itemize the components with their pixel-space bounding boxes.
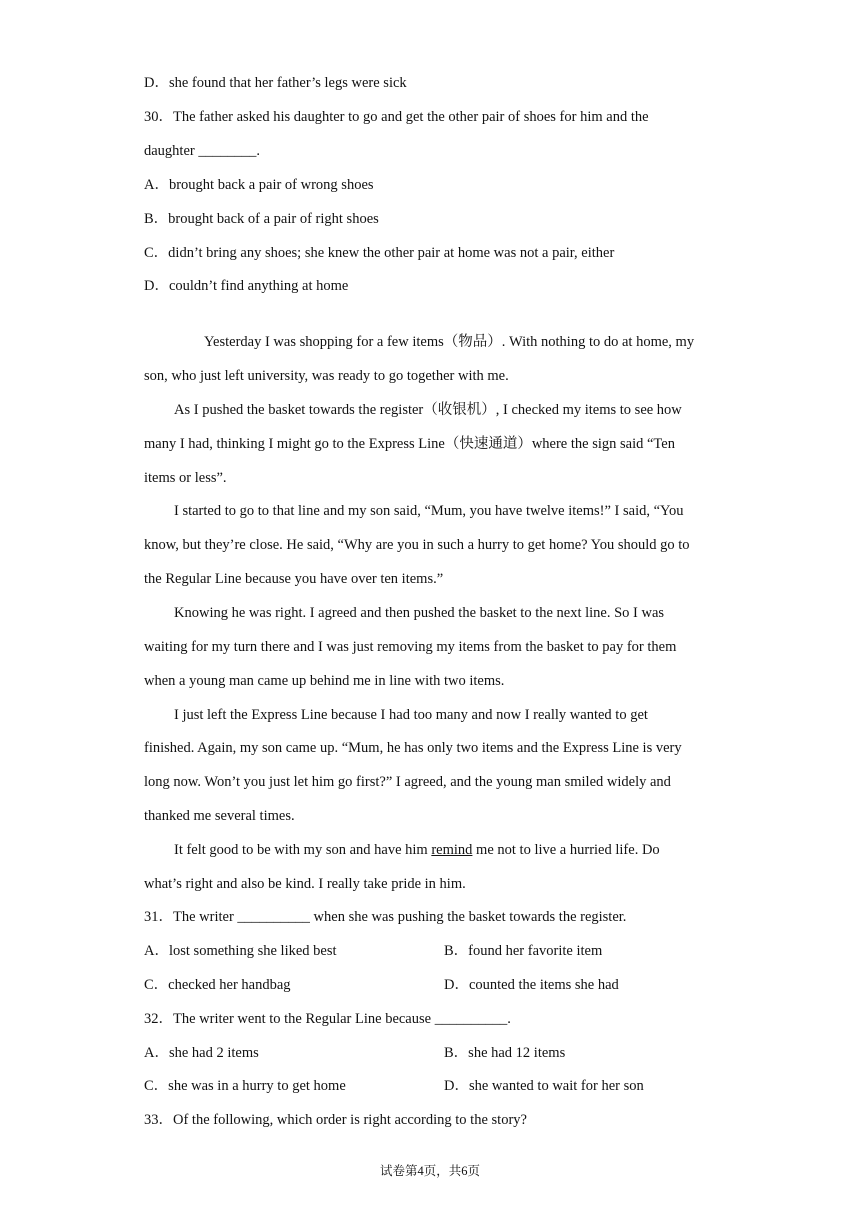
passage-line: know, but they’re close. He said, “Why are you in such a hurry to get home? You should go to xyxy=(144,537,690,553)
passage-line: son, who just left university, was ready to go together with me. xyxy=(144,368,509,384)
q31-option-c: C．checked her handbag xyxy=(144,977,291,993)
q32-option-c: C．she was in a hurry to get home xyxy=(144,1078,346,1094)
passage-line: long now. Won’t you just let him go first?” I agreed, and the young man smiled widely and xyxy=(144,774,671,790)
passage-line: when a young man came up behind me in line with two items. xyxy=(144,673,505,689)
passage-text: It felt good to be with my son and have him xyxy=(174,842,432,858)
q31-stem: 31．The writer __________ when she was pushing the basket towards the register. xyxy=(144,909,627,925)
q32-option-b: B．she had 12 items xyxy=(444,1045,566,1061)
page-footer: 试卷第4页，共6页 xyxy=(379,1164,480,1178)
passage-line: the Regular Line because you have over ten items.” xyxy=(144,571,444,587)
passage-line: items or less”. xyxy=(144,470,227,486)
q30-stem-line2: daughter ________. xyxy=(144,143,260,159)
passage-text: me not to live a hurried life. Do xyxy=(472,842,660,858)
q30-option-d: D．couldn’t find anything at home xyxy=(144,278,349,294)
q30-stem-line1: 30．The father asked his daughter to go and get the other pair of shoes for him and the xyxy=(144,109,649,125)
q32-option-d: D．she wanted to wait for her son xyxy=(444,1078,644,1094)
q33-stem: 33．Of the following, which order is right according to the story? xyxy=(144,1112,527,1128)
passage-line: Knowing he was right. I agreed and then pushed the basket to the next line. So I was xyxy=(174,605,665,621)
passage-line: thanked me several times. xyxy=(144,808,295,824)
q31-option-d: D．counted the items she had xyxy=(444,977,619,993)
underlined-word: remind xyxy=(431,842,473,858)
q30-option-c: C．didn’t bring any shoes; she knew the other pair at home was not a pair, either xyxy=(144,245,615,261)
q31-option-b: B．found her favorite item xyxy=(444,943,603,959)
q31-option-a: A．lost something she liked best xyxy=(144,943,337,959)
q32-option-a: A．she had 2 items xyxy=(144,1045,259,1061)
passage-line: Yesterday I was shopping for a few items（物品）. With nothing to do at home, my xyxy=(204,334,695,350)
passage-line: I started to go to that line and my son said, “Mum, you have twelve items!” I said, “You xyxy=(174,503,684,519)
passage-line xyxy=(174,841,660,859)
passage-line: finished. Again, my son came up. “Mum, he has only two items and the Express Line is very xyxy=(144,740,682,756)
passage-line: what’s right and also be kind. I really take pride in him. xyxy=(144,876,466,892)
q29-option-d: D．she found that her father’s legs were sick xyxy=(144,75,407,91)
q32-stem: 32．The writer went to the Regular Line because __________. xyxy=(144,1011,511,1027)
passage-line: many I had, thinking I might go to the Express Line（快速通道）where the sign said “Ten xyxy=(144,436,675,452)
passage-line: I just left the Express Line because I had too many and now I really wanted to get xyxy=(174,707,648,723)
passage-line: As I pushed the basket towards the register（收银机）, I checked my items to see how xyxy=(174,402,682,418)
q30-option-b: B．brought back of a pair of right shoes xyxy=(144,211,379,227)
passage-line: waiting for my turn there and I was just removing my items from the basket to pay for them xyxy=(144,639,677,655)
q30-option-a: A．brought back a pair of wrong shoes xyxy=(144,177,374,193)
